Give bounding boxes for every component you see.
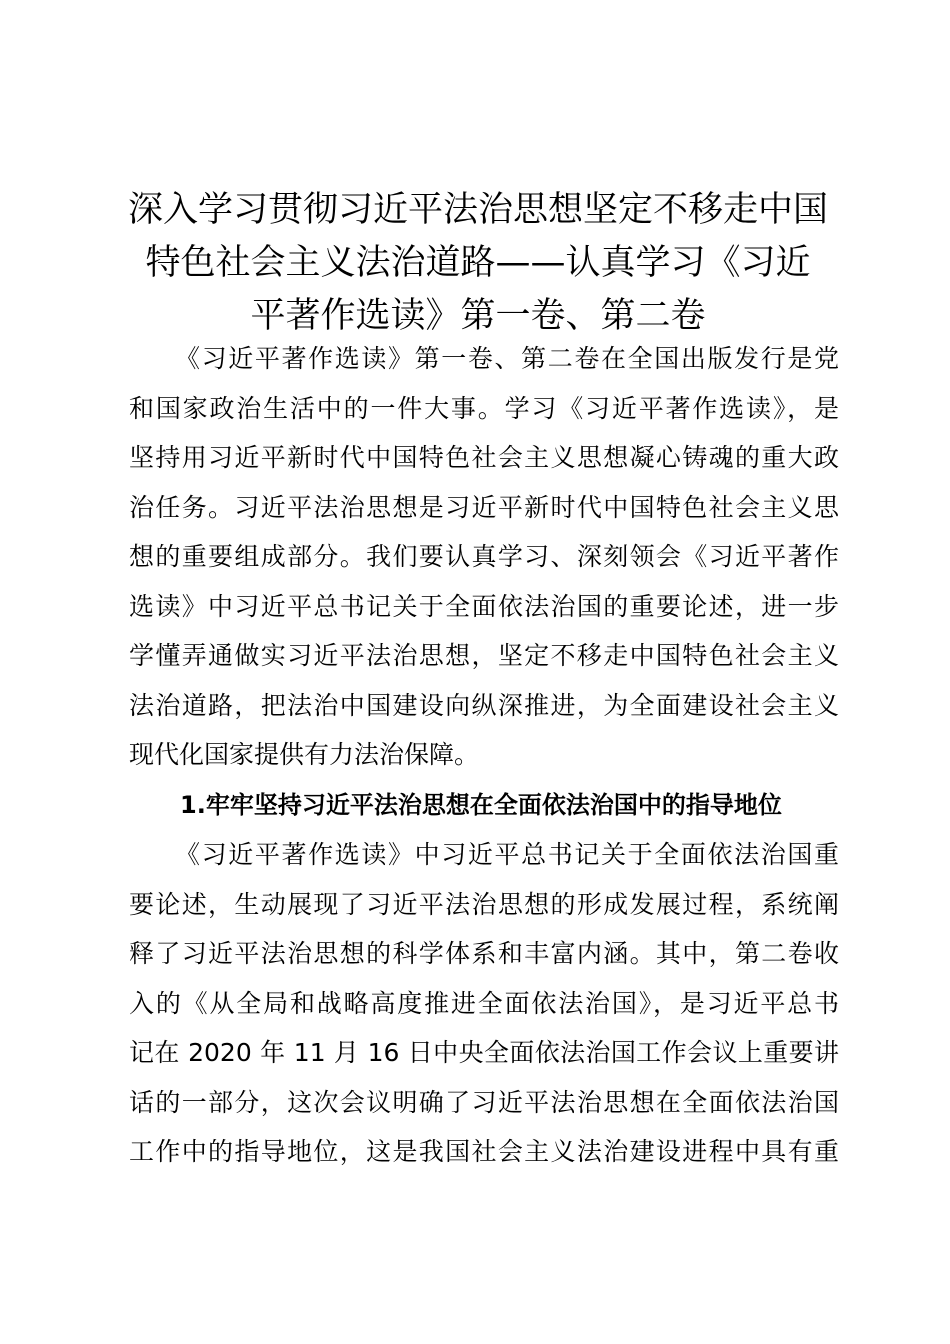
paragraph-line: 入的《从全局和战略高度推进全面依法治国》，是习近平总书 bbox=[129, 988, 839, 1018]
paragraph-line: 释了习近平法治思想的科学体系和丰富内涵。其中，第二卷收 bbox=[129, 939, 839, 968]
paragraph-line: 《习近平著作选读》第一卷、第二卷在全国出版发行是党 bbox=[175, 344, 839, 373]
intro-paragraph bbox=[129, 334, 839, 780]
paragraph-line: 和国家政治生活中的一件大事。学习《习近平著作选读》，是 bbox=[129, 393, 839, 423]
paragraph-line: 要论述，生动展现了习近平法治思想的形成发展过程，系统阐 bbox=[129, 889, 839, 919]
paragraph-line: 话的一部分，这次会议明确了习近平法治思想在全面依法治国 bbox=[129, 1087, 839, 1117]
document-title bbox=[120, 184, 836, 343]
paragraph-line: 《习近平著作选读》中习近平总书记关于全面依法治国重 bbox=[175, 840, 839, 869]
paragraph-line: 法治道路，把法治中国建设向纵深推进，为全面建设社会主义 bbox=[129, 690, 839, 720]
section-paragraph bbox=[129, 830, 839, 1177]
title-line: 特色社会主义法治道路——认真学习《习近 bbox=[145, 243, 811, 283]
paragraph-line: 治任务。习近平法治思想是习近平新时代中国特色社会主义思 bbox=[129, 492, 839, 522]
paragraph-line: 记在 2020 年 11 月 16 日中央全面依法治国工作会议上重要讲 bbox=[129, 1038, 839, 1067]
title-line: 平著作选读》第一卷、第二卷 bbox=[250, 296, 706, 336]
paragraph-line: 现代化国家提供有力法治保障。 bbox=[129, 740, 480, 769]
paragraph-line: 选读》中习近平总书记关于全面依法治国的重要论述，进一步 bbox=[129, 591, 839, 621]
title-line: 深入学习贯彻习近平法治思想坚定不移走中国 bbox=[127, 190, 828, 230]
paragraph-line: 工作中的指导地位，这是我国社会主义法治建设进程中具有重 bbox=[129, 1137, 839, 1166]
section-heading: 1.牢牢坚持习近平法治思想在全面依法治国中的指导地位 bbox=[180, 791, 782, 819]
paragraph-line: 想的重要组成部分。我们要认真学习、深刻领会《习近平著作 bbox=[129, 542, 839, 571]
paragraph-line: 坚持用习近平新时代中国特色社会主义思想凝心铸魂的重大政 bbox=[129, 443, 839, 472]
paragraph-line: 学懂弄通做实习近平法治思想，坚定不移走中国特色社会主义 bbox=[129, 641, 839, 670]
